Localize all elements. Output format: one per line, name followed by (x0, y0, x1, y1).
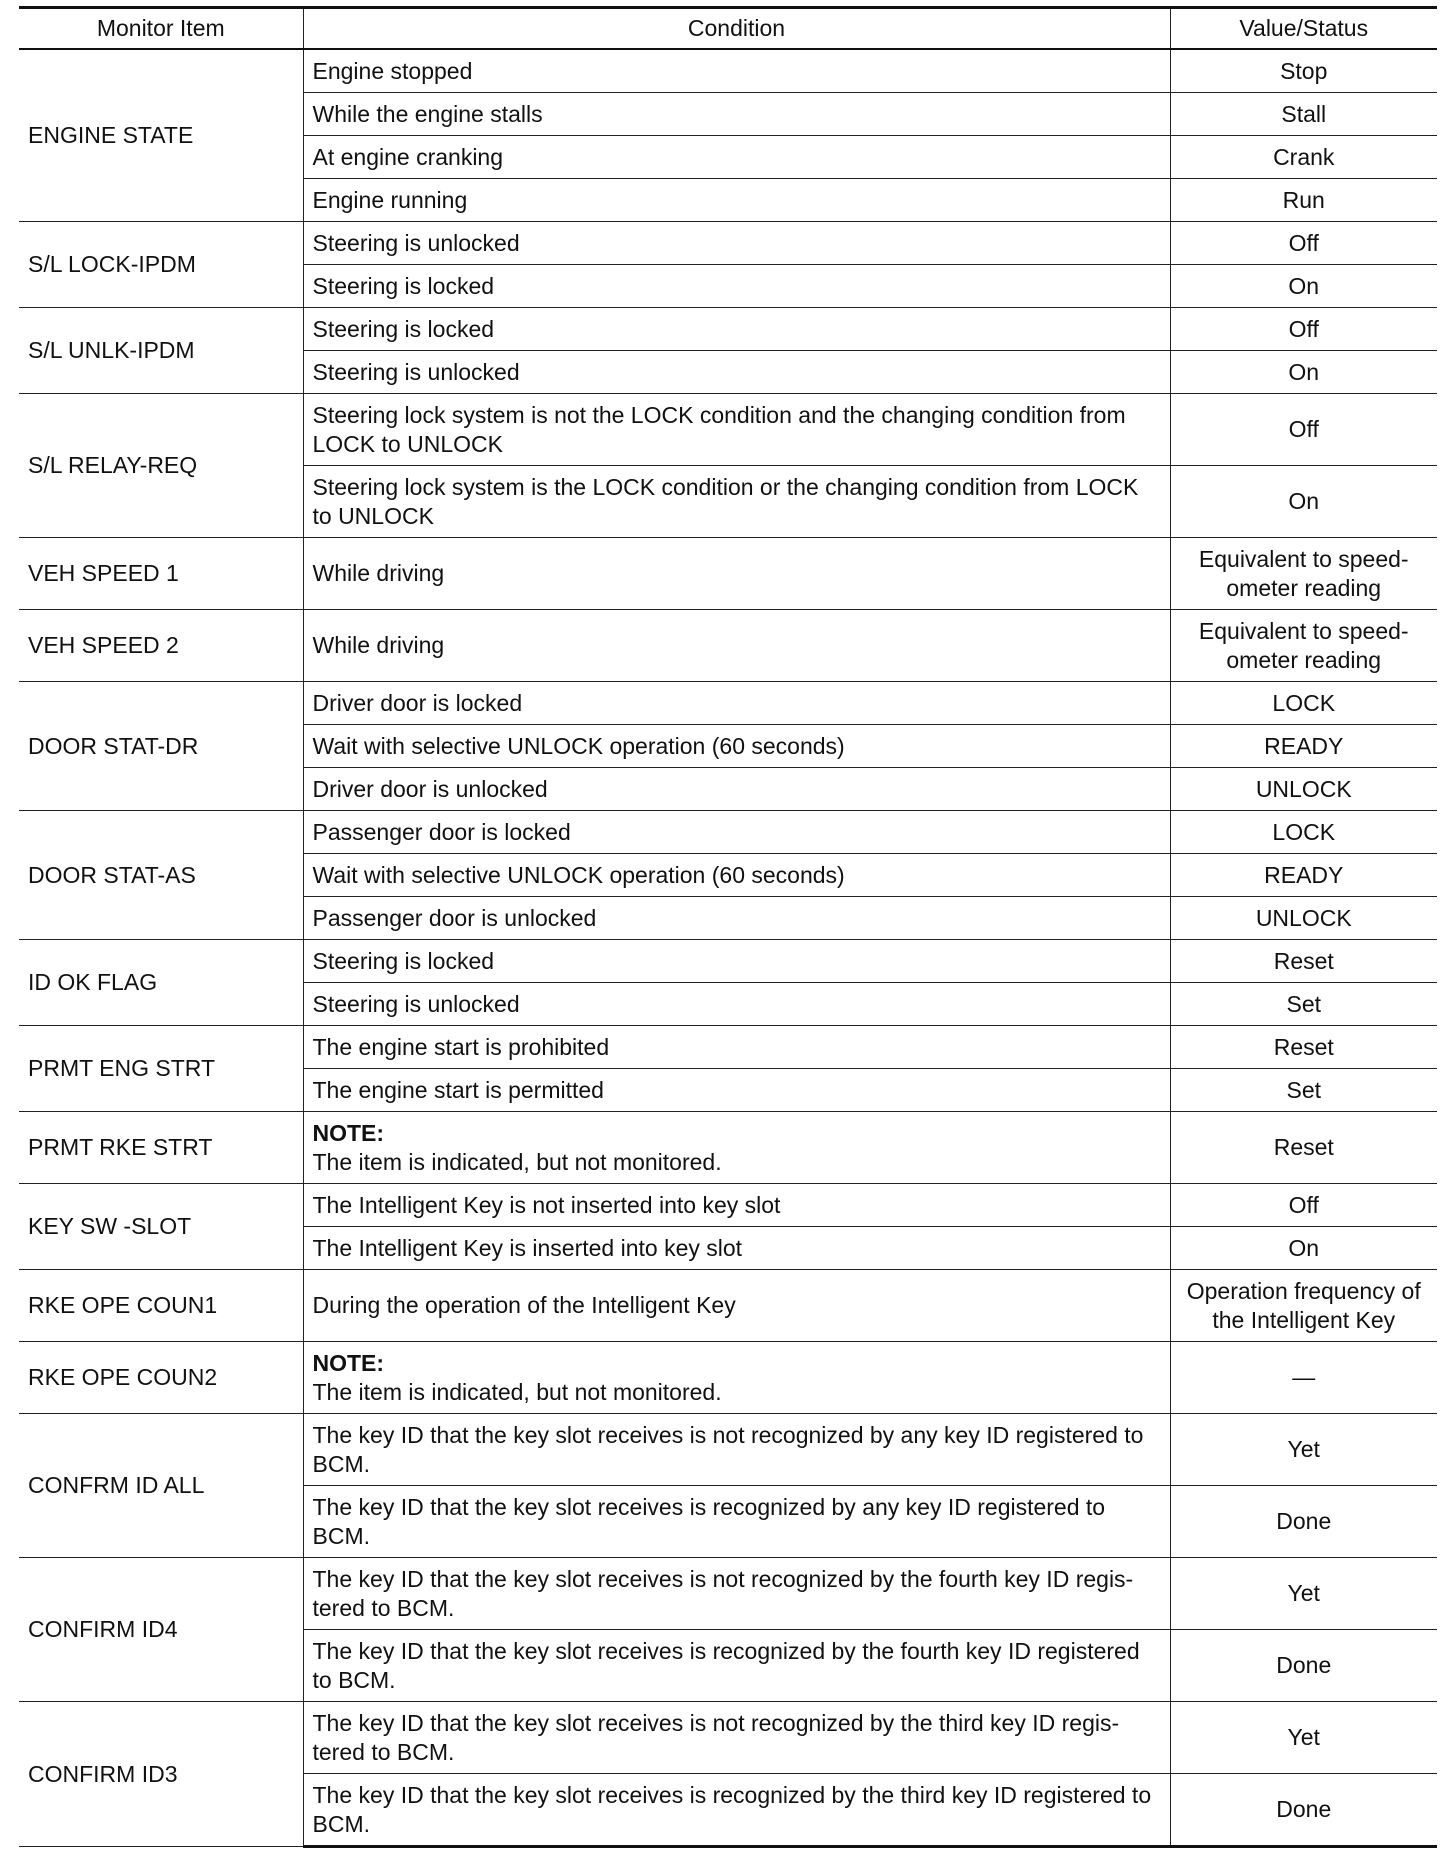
note-label: NOTE: (312, 1349, 385, 1376)
condition-cell: While driving (303, 610, 1170, 682)
monitor-item-cell: ID OK FLAG (19, 940, 303, 1026)
header-monitor-item: Monitor Item (19, 8, 303, 50)
monitor-item-cell: PRMT RKE STRT (19, 1112, 303, 1184)
value-status-cell: Crank (1170, 136, 1437, 179)
condition-cell: The engine start is prohibited (303, 1026, 1170, 1069)
value-status-cell: LOCK (1170, 811, 1437, 854)
monitor-item-cell: RKE OPE COUN1 (19, 1270, 303, 1342)
table-row (19, 1026, 1437, 1069)
condition-cell: While driving (303, 538, 1170, 610)
table-row (19, 308, 1437, 351)
header-value-status: Value/Status (1170, 8, 1437, 50)
table-row (19, 1112, 1437, 1184)
note-text: The item is indicated, but not monitored. (312, 1378, 722, 1405)
monitor-item-cell: S/L RELAY-REQ (19, 394, 303, 538)
monitor-item-cell: DOOR STAT-AS (19, 811, 303, 940)
condition-cell: Steering is unlocked (303, 222, 1170, 265)
value-status-cell: On (1170, 351, 1437, 394)
condition-cell: Steering is locked (303, 265, 1170, 308)
monitor-item-cell: ENGINE STATE (19, 49, 303, 222)
table-row (19, 394, 1437, 466)
condition-cell: Steering is locked (303, 940, 1170, 983)
value-status-cell: Equivalent to speed-ometer reading (1170, 538, 1437, 610)
condition-cell: The key ID that the key slot receives is recognized by any key ID registered to BCM. (303, 1486, 1170, 1558)
condition-cell: The Intelligent Key is not inserted into key slot (303, 1184, 1170, 1227)
value-status-cell: Reset (1170, 1026, 1437, 1069)
table-row (19, 1414, 1437, 1486)
condition-cell: Driver door is unlocked (303, 768, 1170, 811)
table-row (19, 1184, 1437, 1227)
value-status-cell: Run (1170, 179, 1437, 222)
monitor-item-cell: CONFIRM ID3 (19, 1702, 303, 1847)
condition-cell: The key ID that the key slot receives is recognized by the fourth key ID registered to BCM. (303, 1630, 1170, 1702)
monitor-item-cell: DOOR STAT-DR (19, 682, 303, 811)
condition-cell: The key ID that the key slot receives is recognized by the third key ID registered to BCM. (303, 1774, 1170, 1847)
condition-cell: Steering is unlocked (303, 983, 1170, 1026)
condition-cell: At engine cranking (303, 136, 1170, 179)
table-row (19, 610, 1437, 682)
condition-cell: Engine running (303, 179, 1170, 222)
value-status-cell: Stall (1170, 93, 1437, 136)
table-row (19, 1702, 1437, 1774)
condition-cell: Steering lock system is not the LOCK condition and the changing condition from LOCK to UNLOCK (303, 394, 1170, 466)
condition-cell: Passenger door is locked (303, 811, 1170, 854)
value-status-cell: READY (1170, 854, 1437, 897)
value-status-cell: LOCK (1170, 682, 1437, 725)
monitor-item-cell: S/L LOCK-IPDM (19, 222, 303, 308)
condition-cell: Wait with selective UNLOCK operation (60 seconds) (303, 854, 1170, 897)
condition-cell: Passenger door is unlocked (303, 897, 1170, 940)
table-row (19, 538, 1437, 610)
condition-cell: The Intelligent Key is inserted into key slot (303, 1227, 1170, 1270)
value-status-cell: UNLOCK (1170, 768, 1437, 811)
table-row (19, 682, 1437, 725)
condition-cell: The key ID that the key slot receives is not recognized by the third key ID regis-tered to BCM. (303, 1702, 1170, 1774)
condition-cell: Steering is locked (303, 308, 1170, 351)
note-label: NOTE: (312, 1119, 385, 1146)
condition-cell (303, 1112, 1170, 1184)
condition-cell: While the engine stalls (303, 93, 1170, 136)
value-status-cell: On (1170, 466, 1437, 538)
value-status-cell: Off (1170, 222, 1437, 265)
value-status-cell: Yet (1170, 1558, 1437, 1630)
value-status-cell: Yet (1170, 1702, 1437, 1774)
value-status-cell: On (1170, 265, 1437, 308)
monitor-item-cell: CONFIRM ID4 (19, 1558, 303, 1702)
condition-cell: Driver door is locked (303, 682, 1170, 725)
header-condition: Condition (303, 8, 1170, 50)
value-status-cell: UNLOCK (1170, 897, 1437, 940)
table-row (19, 940, 1437, 983)
table-row (19, 1342, 1437, 1414)
condition-cell: The key ID that the key slot receives is not recognized by the fourth key ID regis-tered to BCM. (303, 1558, 1170, 1630)
monitor-item-cell: VEH SPEED 1 (19, 538, 303, 610)
condition-cell: Steering lock system is the LOCK condition or the changing condition from LOCK to UNLOCK (303, 466, 1170, 538)
monitor-item-cell: S/L UNLK-IPDM (19, 308, 303, 394)
condition-cell: The engine start is permitted (303, 1069, 1170, 1112)
condition-cell (303, 1342, 1170, 1414)
table-row (19, 1270, 1437, 1342)
value-status-cell: Done (1170, 1486, 1437, 1558)
value-status-cell: Off (1170, 394, 1437, 466)
note-text: The item is indicated, but not monitored. (312, 1148, 722, 1175)
value-status-cell: Equivalent to speed-ometer reading (1170, 610, 1437, 682)
value-status-cell: Reset (1170, 1112, 1437, 1184)
table-row (19, 811, 1437, 854)
monitor-item-cell: PRMT ENG STRT (19, 1026, 303, 1112)
table-row (19, 49, 1437, 93)
condition-cell: The key ID that the key slot receives is not recognized by any key ID registered to BCM. (303, 1414, 1170, 1486)
condition-cell: Steering is unlocked (303, 351, 1170, 394)
condition-cell: During the operation of the Intelligent Key (303, 1270, 1170, 1342)
value-status-cell: READY (1170, 725, 1437, 768)
value-status-cell: Stop (1170, 49, 1437, 93)
table-row (19, 1558, 1437, 1630)
table-header-row (19, 8, 1437, 50)
value-status-cell: Yet (1170, 1414, 1437, 1486)
table-row (19, 222, 1437, 265)
monitor-item-cell: VEH SPEED 2 (19, 610, 303, 682)
value-status-cell: Off (1170, 1184, 1437, 1227)
value-status-cell: Operation frequency of the Intelligent Key (1170, 1270, 1437, 1342)
table-body (19, 49, 1437, 1847)
value-status-cell: Off (1170, 308, 1437, 351)
monitor-item-table (19, 6, 1437, 1848)
value-status-cell: Done (1170, 1630, 1437, 1702)
value-status-cell: Done (1170, 1774, 1437, 1847)
value-status-cell: — (1170, 1342, 1437, 1414)
condition-cell: Wait with selective UNLOCK operation (60 seconds) (303, 725, 1170, 768)
monitor-item-cell: CONFRM ID ALL (19, 1414, 303, 1558)
document-page (19, 6, 1437, 1848)
value-status-cell: Reset (1170, 940, 1437, 983)
condition-cell: Engine stopped (303, 49, 1170, 93)
value-status-cell: Set (1170, 983, 1437, 1026)
monitor-item-cell: RKE OPE COUN2 (19, 1342, 303, 1414)
value-status-cell: Set (1170, 1069, 1437, 1112)
value-status-cell: On (1170, 1227, 1437, 1270)
monitor-item-cell: KEY SW -SLOT (19, 1184, 303, 1270)
